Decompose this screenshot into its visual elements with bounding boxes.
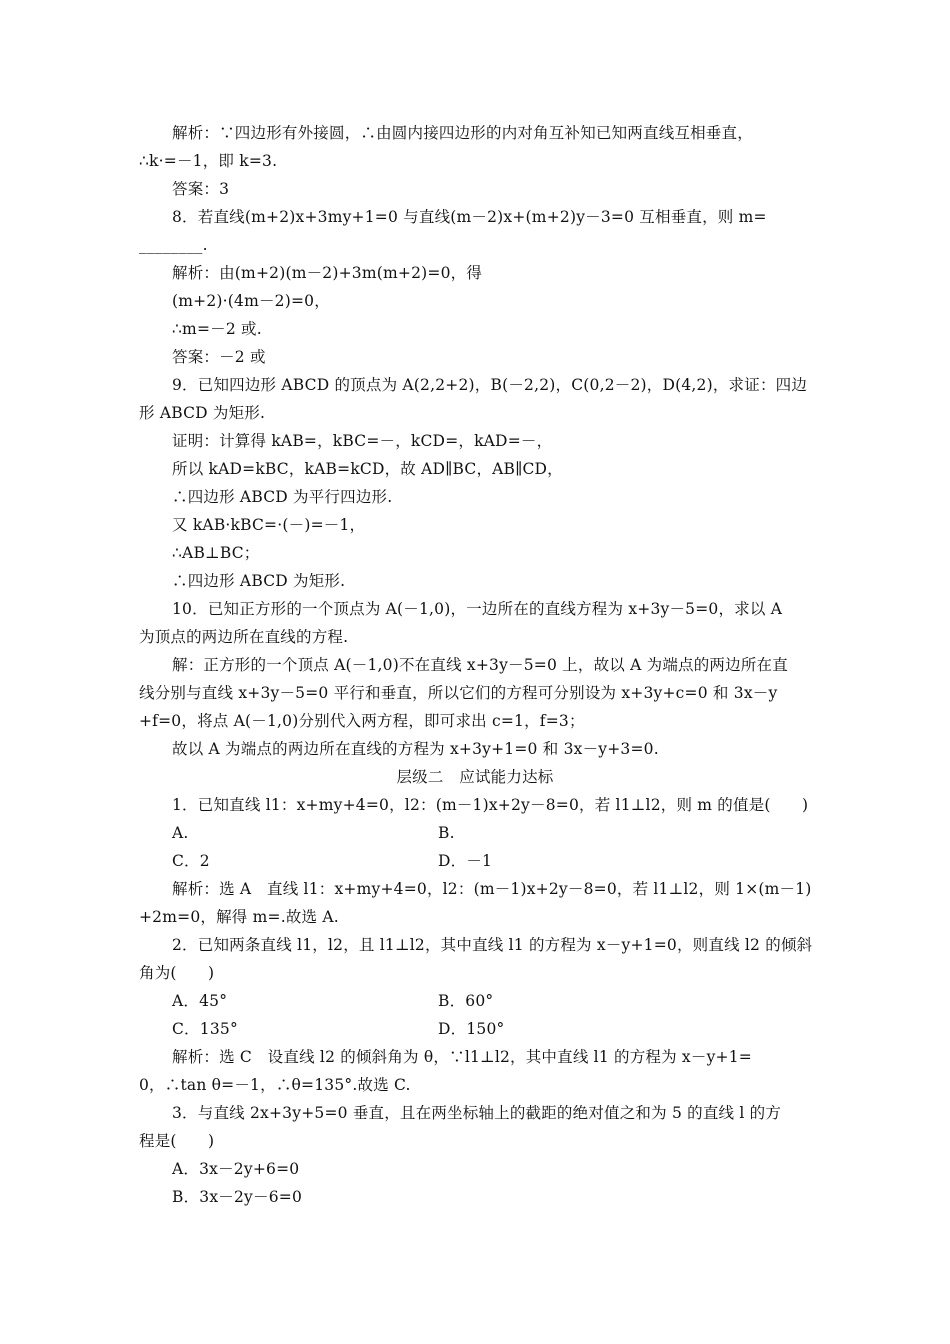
text-line: 解析：∵四边形有外接圆，∴由圆内接四边形的内对角互补知已知两直线互相垂直， <box>172 124 753 142</box>
text-line: 证明：计算得 kAB=，kBC=－，kCD=，kAD=－， <box>172 432 553 450</box>
answer-blank: ________. <box>139 236 208 254</box>
text-line: 解析：选 C 设直线 l2 的倾斜角为 θ，∵l1⊥l2，其中直线 l1 的方程为 x－y+1= <box>172 1048 752 1066</box>
option-b: B．60° <box>438 992 494 1010</box>
text-line: 程是( ) <box>139 1132 215 1150</box>
question-8: 8．若直线(m+2)x+3my+1=0 与直线(m－2)x+(m+2)y－3=0 互相垂直，则 m= <box>172 208 767 226</box>
question-9: 9．已知四边形 ABCD 的顶点为 A(2,2+2)，B(－2,2)，C(0,2－2)，D(4,2)，求证：四边 <box>172 376 808 394</box>
text-line: ∴四边形 ABCD 为矩形. <box>172 572 346 590</box>
option-d: D．－1 <box>438 852 493 870</box>
text-line: ∴m=－2 或. <box>172 320 262 338</box>
option-a: A．3x－2y+6=0 <box>172 1160 300 1178</box>
text-line: 线分别与直线 x+3y－5=0 平行和垂直，所以它们的方程可分别设为 x+3y+c=0 和 3x－y <box>139 684 778 702</box>
section-title: 层级二 应试能力达标 <box>396 768 554 786</box>
text-line: 解：正方形的一个顶点 A(－1,0)不在直线 x+3y－5=0 上，故以 A 为端点的两边所在直 <box>172 656 788 674</box>
question-3: 3．与直线 2x+3y+5=0 垂直，且在两坐标轴上的截距的绝对值之和为 5 的直线 l 的方 <box>172 1104 782 1122</box>
text-line: 解析：由(m+2)(m－2)+3m(m+2)=0，得 <box>172 264 483 282</box>
text-line: 0，∴tan θ=－1，∴θ=135°.故选 C. <box>139 1076 411 1094</box>
option-a: A. <box>172 824 189 842</box>
option-d: D．150° <box>438 1020 505 1038</box>
option-b: B. <box>438 824 455 842</box>
option-a: A．45° <box>172 992 228 1010</box>
text-line: ∴四边形 ABCD 为平行四边形. <box>172 488 393 506</box>
text-line: 形 ABCD 为矩形. <box>139 404 266 422</box>
text-line: 为顶点的两边所在直线的方程. <box>139 628 349 646</box>
text-line: 解析：选 A 直线 l1：x+my+4=0，l2：(m－1)x+2y－8=0，若 l1⊥l2，则 1×(m－1) <box>172 880 812 898</box>
text-line: 所以 kAD=kBC，kAB=kCD，故 AD∥BC，AB∥CD， <box>172 460 563 478</box>
text-line: (m+2)·(4m－2)=0， <box>172 292 330 310</box>
text-line: 角为( ) <box>139 964 215 982</box>
text-line: 故以 A 为端点的两边所在直线的方程为 x+3y+1=0 和 3x－y+3=0. <box>172 740 659 758</box>
option-c: C．135° <box>172 1020 238 1038</box>
option-b: B．3x－2y－6=0 <box>172 1188 303 1206</box>
question-10: 10．已知正方形的一个顶点为 A(－1,0)，一边所在的直线方程为 x+3y－5=0，求以 A <box>172 600 783 618</box>
option-c: C．2 <box>172 852 210 870</box>
text-line: 答案：3 <box>172 180 230 198</box>
question-2: 2．已知两条直线 l1，l2，且 l1⊥l2，其中直线 l1 的方程为 x－y+1=0，则直线 l2 的倾斜 <box>172 936 813 954</box>
text-line: 答案：－2 或 <box>172 348 266 366</box>
text-line: ∴k·=－1，即 k=3. <box>139 152 278 170</box>
text-line: 又 kAB·kBC=·(－)=－1， <box>172 516 366 534</box>
question-1: 1．已知直线 l1：x+my+4=0，l2：(m－1)x+2y－8=0，若 l1⊥l2，则 m 的值是( ) <box>172 796 809 814</box>
text-line: +f=0，将点 A(－1,0)分别代入两方程，即可求出 c=1，f=3； <box>139 712 585 730</box>
text-line: ∴AB⊥BC； <box>172 544 260 562</box>
text-line: +2m=0，解得 m=.故选 A. <box>139 908 339 926</box>
